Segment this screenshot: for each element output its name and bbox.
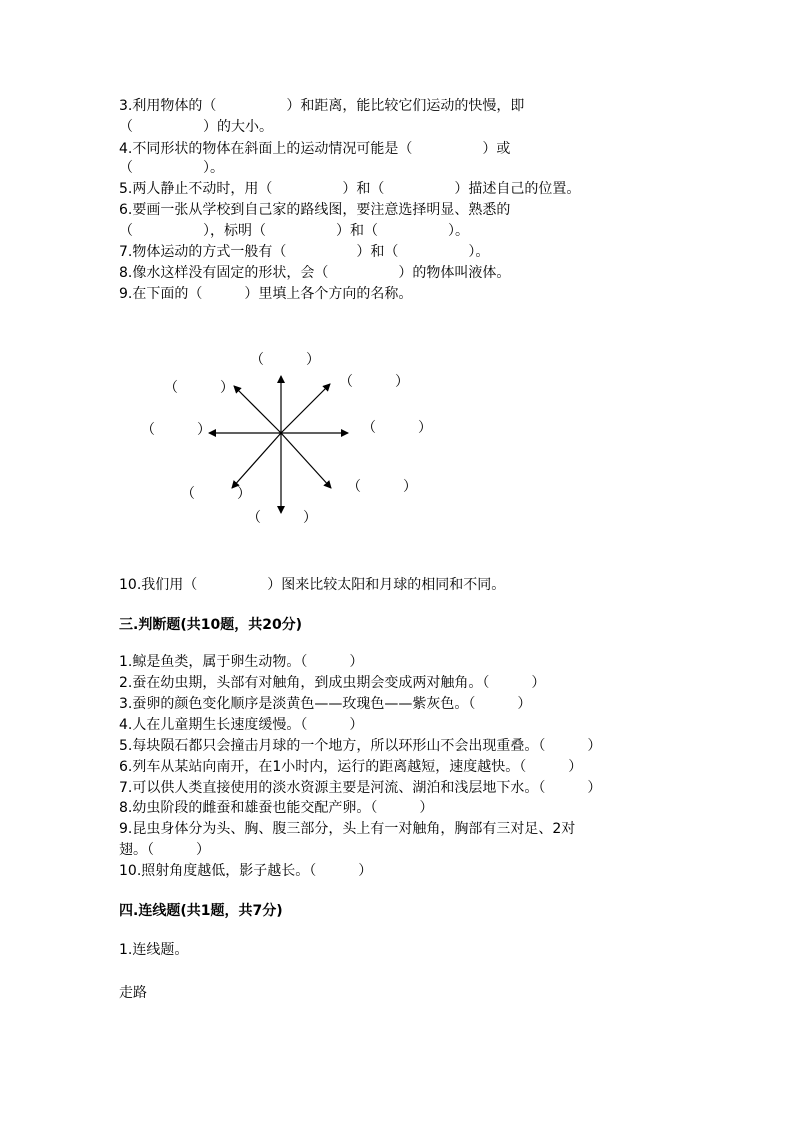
compass-blank-southeast[interactable]: （ ） <box>347 479 417 495</box>
compass-blank-northwest[interactable]: （ ） <box>164 380 234 396</box>
compass-blank-east[interactable]: （ ） <box>362 420 432 436</box>
q6-line1: 6.要画一张从学校到自己家的路线图，要注意选择明显、熟悉的 <box>119 202 511 218</box>
matching-word: 走路 <box>119 985 147 1001</box>
matching-question: 1.连线题。 <box>119 942 189 958</box>
compass-blank-south[interactable]: （ ） <box>247 510 317 526</box>
arrow-southwest <box>232 433 281 488</box>
compass-blank-west[interactable]: （ ） <box>141 422 211 438</box>
tf-item: 10.照射角度越低，影子越长。（ ） <box>119 863 373 879</box>
q3-line2: （ ）的大小。 <box>119 119 273 135</box>
tf-item: 3.蚕卵的颜色变化顺序是淡黄色——玫瑰色——紫灰色。（ ） <box>119 696 532 712</box>
tf-item: 6.列车从某站向南开，在1小时内，运行的距离越短，速度越快。（ ） <box>119 759 583 775</box>
tf-item-continued: 翅。（ ） <box>119 842 210 858</box>
q10: 10.我们用（ ）图来比较太阳和月球的相同和不同。 <box>119 577 506 593</box>
q3-line1: 3.利用物体的（ ）和距离，能比较它们运动的快慢，即 <box>119 98 525 114</box>
arrow-northwest <box>234 386 281 433</box>
q6-line2: （ ），标明（ ）和（ ）。 <box>119 223 469 239</box>
compass-blank-southwest[interactable]: （ ） <box>181 486 251 502</box>
q9: 9.在下面的（ ）里填上各个方向的名称。 <box>119 286 413 302</box>
tf-item: 2.蚕在幼虫期，头部有对触角，到成虫期会变成两对触角。（ ） <box>119 675 546 691</box>
q8: 8.像水这样没有固定的形状，会（ ）的物体叫液体。 <box>119 265 511 281</box>
tf-item: 1.鲸是鱼类，属于卵生动物。（ ） <box>119 654 364 670</box>
section3-title: 三.判断题(共10题，共20分) <box>119 617 303 633</box>
tf-item: 4.人在儿童期生长速度缓慢。（ ） <box>119 717 364 733</box>
q7: 7.物体运动的方式一般有（ ）和（ ）。 <box>119 244 490 260</box>
tf-item: 8.幼虫阶段的雌蚕和雄蚕也能交配产卵。（ ） <box>119 800 434 816</box>
section4-title: 四.连线题(共1题，共7分) <box>119 903 283 919</box>
tf-item: 7.可以供人类直接使用的淡水资源主要是河流、湖泊和浅层地下水。（ ） <box>119 780 602 796</box>
tf-item: 5.每块陨石都只会撞击月球的一个地方，所以环形山不会出现重叠。（ ） <box>119 738 602 754</box>
arrow-southeast <box>281 433 331 488</box>
arrow-northeast <box>281 384 330 433</box>
compass-blank-northeast[interactable]: （ ） <box>339 374 409 390</box>
q4-line2: （ ）。 <box>119 160 224 176</box>
q4-line1: 4.不同形状的物体在斜面上的运动情况可能是（ ）或 <box>119 141 511 157</box>
q5: 5.两人静止不动时，用（ ）和（ ）描述自己的位置。 <box>119 181 581 197</box>
compass-blank-north[interactable]: （ ） <box>250 352 320 368</box>
tf-item: 9.昆虫身体分为头、胸、腹三部分，头上有一对触角，胸部有三对足、2对 <box>119 821 576 837</box>
